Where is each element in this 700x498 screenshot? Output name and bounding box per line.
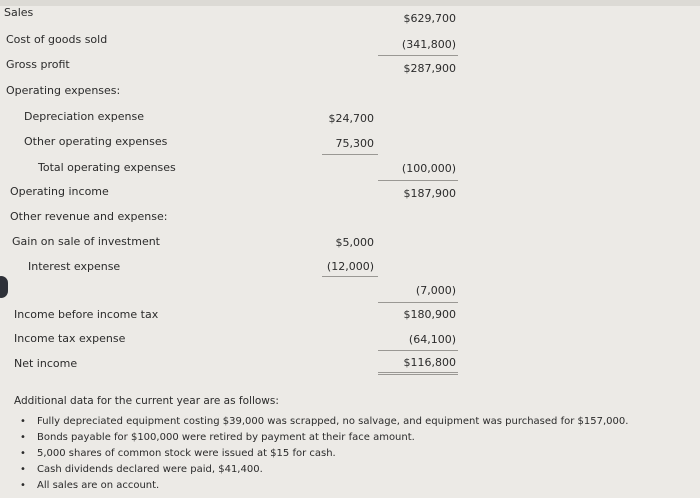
operating-income-label: Operating income bbox=[10, 185, 109, 198]
total-operating-amount: (100,000) bbox=[401, 162, 456, 175]
gross-profit-label: Gross profit bbox=[6, 58, 70, 71]
subtotal-rule bbox=[322, 276, 378, 277]
gain-on-sale-amount: $5,000 bbox=[335, 236, 374, 249]
income-tax-amount: (64,100) bbox=[408, 333, 456, 346]
subtotal-rule bbox=[322, 154, 378, 155]
income-before-tax-amount: $180,900 bbox=[403, 308, 456, 321]
list-item-text: Cash dividends declared were paid, $41,400. bbox=[37, 464, 263, 475]
list-item-text: All sales are on account. bbox=[37, 480, 160, 491]
sales-amount: $629,700 bbox=[403, 12, 456, 25]
list-item bbox=[18, 430, 628, 446]
gross-profit-amount: $287,900 bbox=[403, 62, 456, 75]
other-rev-exp-label: Other revenue and expense: bbox=[10, 210, 168, 223]
list-item bbox=[18, 414, 628, 430]
sales-label: Sales bbox=[4, 6, 34, 19]
list-item bbox=[18, 462, 628, 478]
bullet-icon: • bbox=[20, 416, 26, 427]
gain-on-sale-label: Gain on sale of investment bbox=[12, 235, 160, 248]
total-rule bbox=[378, 302, 458, 303]
list-item bbox=[18, 446, 628, 462]
interest-expense-amount: (12,000) bbox=[326, 260, 374, 273]
operating-income-amount: $187,900 bbox=[403, 187, 456, 200]
operating-expenses-label: Operating expenses: bbox=[6, 84, 121, 97]
list-item-text: Fully depreciated equipment costing $39,000 was scrapped, no salvage, and equipment was purchased for $157,000. bbox=[37, 416, 629, 427]
interest-expense-label: Interest expense bbox=[28, 260, 121, 273]
total-operating-label: Total operating expenses bbox=[38, 161, 176, 174]
bullet-icon: • bbox=[20, 432, 26, 443]
top-edge-strip bbox=[0, 0, 700, 6]
bullet-icon: • bbox=[20, 448, 26, 459]
additional-data-title: Additional data for the current year are as follows: bbox=[14, 395, 279, 407]
total-rule bbox=[378, 180, 458, 181]
net-income-label: Net income bbox=[14, 357, 78, 370]
income-tax-label: Income tax expense bbox=[14, 332, 126, 345]
page-edge-marker bbox=[0, 276, 8, 298]
other-operating-amount: 75,300 bbox=[335, 137, 374, 150]
list-item-text: Bonds payable for $100,000 were retired by payment at their face amount. bbox=[37, 432, 415, 443]
list-item-text: 5,000 shares of common stock were issued at $15 for cash. bbox=[37, 448, 336, 459]
total-rule bbox=[378, 350, 458, 351]
net-income-amount: $116,800 bbox=[403, 356, 456, 369]
total-rule bbox=[378, 55, 458, 56]
depreciation-label: Depreciation expense bbox=[24, 110, 144, 123]
other-operating-label: Other operating expenses bbox=[24, 135, 168, 148]
double-underline-rule bbox=[378, 372, 458, 375]
income-before-tax-label: Income before income tax bbox=[14, 308, 159, 321]
list-item bbox=[18, 478, 628, 494]
other-total-amount: (7,000) bbox=[415, 284, 456, 297]
cogs-amount: (341,800) bbox=[401, 38, 456, 51]
additional-data-list bbox=[18, 414, 628, 494]
bullet-icon: • bbox=[20, 464, 26, 475]
depreciation-amount: $24,700 bbox=[328, 112, 374, 125]
cogs-label: Cost of goods sold bbox=[6, 33, 108, 46]
bullet-icon: • bbox=[20, 480, 26, 491]
